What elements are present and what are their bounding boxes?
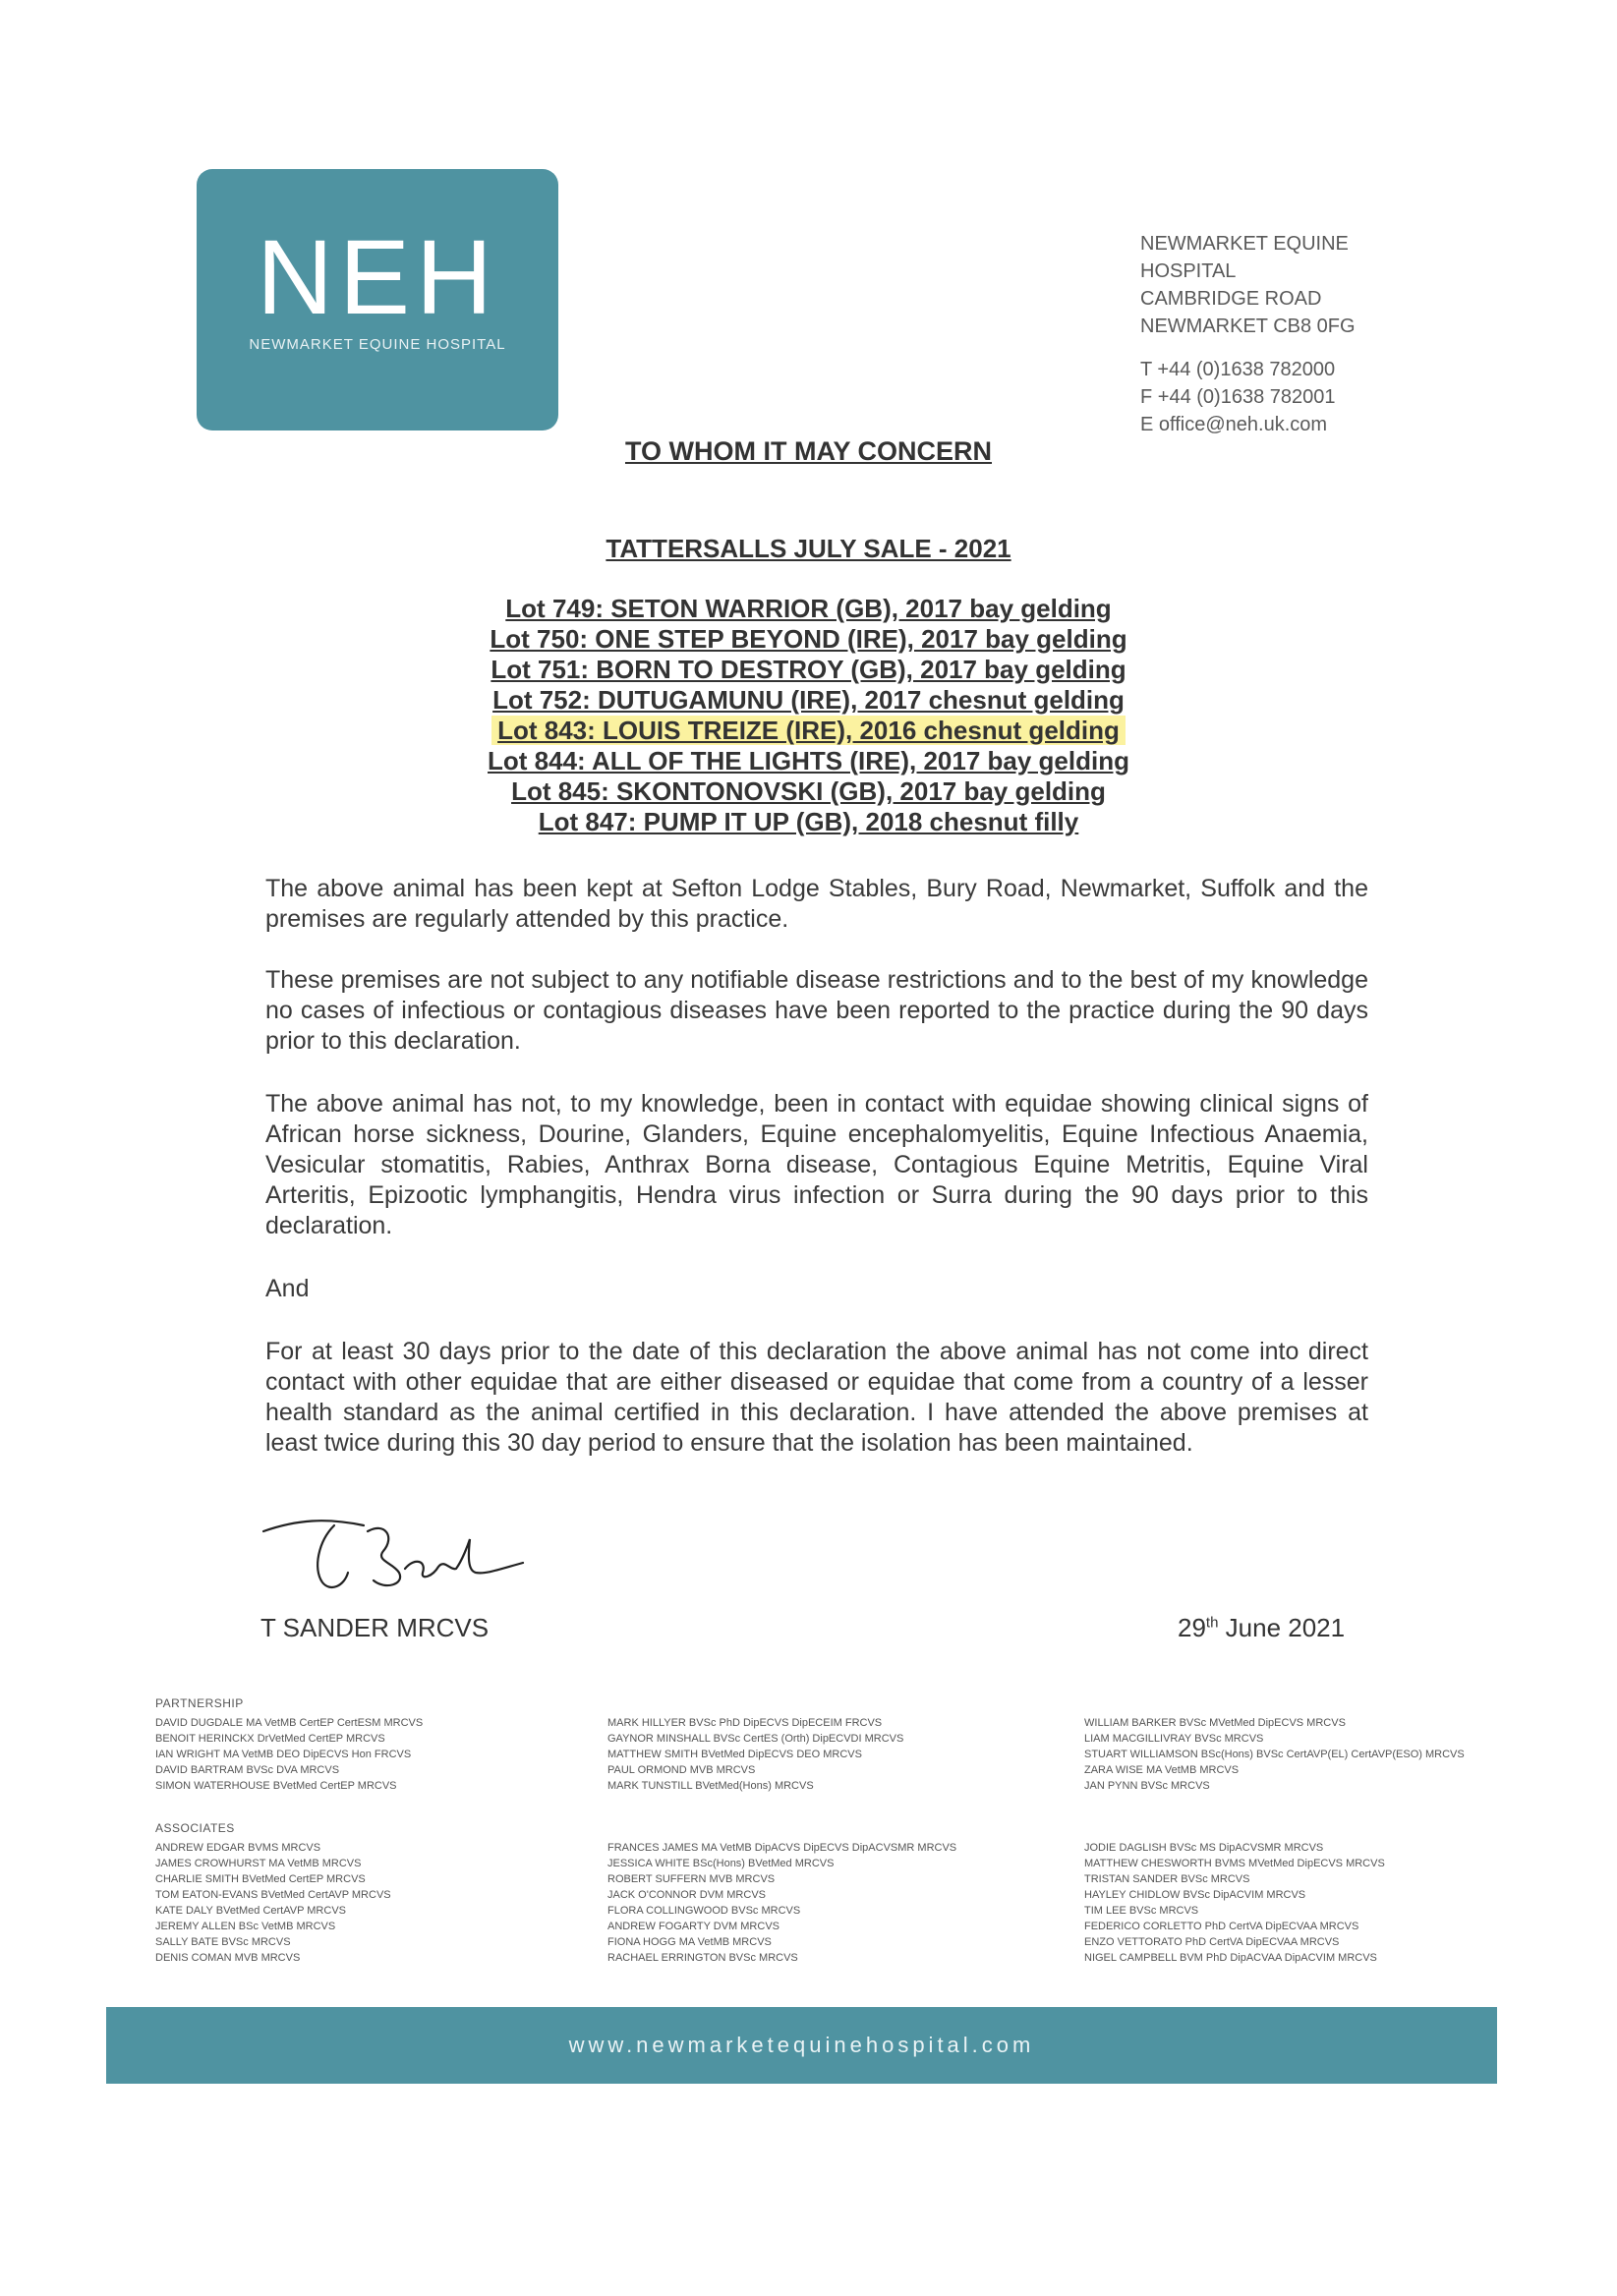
staff-entry: MATTHEW CHESWORTH BVMS MVetMed DipECVS MRCVS: [1084, 1858, 1385, 1869]
lot-item: [0, 685, 1617, 716]
staff-entry: FEDERICO CORLETTO PhD CertVA DipECVAA MRCVS: [1084, 1921, 1359, 1932]
staff-entry: TOM EATON-EVANS BVetMed CertAVP MRCVS: [155, 1889, 391, 1901]
lot-text: Lot 847: PUMP IT UP (GB), 2018 chesnut filly: [538, 807, 1079, 836]
partnership-column-3: [1084, 1715, 1465, 1794]
email: E office@neh.uk.com: [1140, 414, 1328, 435]
staff-entry: DAVID BARTRAM BVSc DVA MRCVS: [155, 1764, 340, 1776]
lot-text: Lot 845: SKONTONOVSKI (GB), 2017 bay gelding: [511, 776, 1106, 806]
handwritten-signature: [258, 1512, 552, 1600]
date-month-year: June 2021: [1218, 1613, 1346, 1642]
staff-entry: ANDREW EDGAR BVMS MRCVS: [155, 1842, 321, 1854]
signer-name: T SANDER MRCVS: [260, 1613, 490, 1642]
staff-entry: STUART WILLIAMSON BSc(Hons) BVSc CertAVP(EL) CertAVP(ESO) MRCVS: [1084, 1749, 1465, 1760]
sale-heading: TATTERSALLS JULY SALE - 2021: [606, 534, 1011, 563]
staff-entry: MARK TUNSTILL BVetMed(Hons) MRCVS: [607, 1780, 814, 1792]
lot-text: Lot 751: BORN TO DESTROY (GB), 2017 bay gelding: [491, 655, 1126, 684]
logo-mark: NEH: [256, 217, 499, 336]
lot-text: Lot 844: ALL OF THE LIGHTS (IRE), 2017 bay gelding: [488, 746, 1129, 775]
footer-bar: [106, 2007, 1497, 2084]
staff-entry: JAMES CROWHURST MA VetMB MRCVS: [155, 1858, 362, 1869]
staff-entry: FLORA COLLINGWOOD BVSc MRCVS: [607, 1905, 801, 1917]
staff-entry: TRISTAN SANDER BVSc MRCVS: [1084, 1873, 1250, 1885]
associates-heading: ASSOCIATES: [155, 1821, 235, 1835]
staff-entry: JACK O'CONNOR DVM MRCVS: [607, 1889, 766, 1901]
staff-entry: JESSICA WHITE BSc(Hons) BVetMed MRCVS: [607, 1858, 835, 1869]
lot-item-highlighted: [0, 716, 1617, 746]
fax: F +44 (0)1638 782001: [1140, 386, 1336, 408]
address-line-1: NEWMARKET EQUINE HOSPITAL: [1140, 233, 1349, 282]
lot-text: Lot 749: SETON WARRIOR (GB), 2017 bay gelding: [505, 594, 1112, 623]
staff-entry: JAN PYNN BVSc MRCVS: [1084, 1780, 1210, 1792]
staff-entry: IAN WRIGHT MA VetMB DEO DipECVS Hon FRCVS: [155, 1749, 412, 1760]
lot-item: [0, 655, 1617, 685]
associates-column-1: [155, 1840, 391, 1966]
paragraph-restrictions: These premises are not subject to any notifiable disease restrictions and to the best of my knowledge no cases of infectious or contagious diseases have been reported to the practice during the 90 days prior to this declaration.: [265, 966, 1368, 1055]
lot-text: Lot 843: LOUIS TREIZE (IRE), 2016 chesnut gelding: [491, 716, 1126, 745]
associates-column-3: [1084, 1840, 1385, 1966]
partnership-heading: PARTNERSHIP: [155, 1696, 244, 1710]
staff-entry: DENIS COMAN MVB MRCVS: [155, 1952, 301, 1964]
staff-entry: LIAM MACGILLIVRAY BVSc MRCVS: [1084, 1733, 1264, 1745]
staff-entry: BENOIT HERINCKX DrVetMed CertEP MRCVS: [155, 1733, 385, 1745]
date-day: 29: [1178, 1613, 1206, 1642]
staff-entry: SALLY BATE BVSc MRCVS: [155, 1936, 291, 1948]
staff-entry: ROBERT SUFFERN MVB MRCVS: [607, 1873, 776, 1885]
lot-text: Lot 752: DUTUGAMUNU (IRE), 2017 chesnut gelding: [492, 685, 1125, 715]
staff-entry: MARK HILLYER BVSc PhD DipECVS DipECEIM FRCVS: [607, 1717, 883, 1729]
lot-item: [0, 776, 1617, 807]
staff-entry: TIM LEE BVSc MRCVS: [1084, 1905, 1199, 1917]
staff-entry: JODIE DAGLISH BVSc MS DipACVSMR MRCVS: [1084, 1842, 1324, 1854]
staff-entry: ZARA WISE MA VetMB MRCVS: [1084, 1764, 1240, 1776]
lot-text: Lot 750: ONE STEP BEYOND (IRE), 2017 bay gelding: [490, 624, 1127, 654]
staff-entry: MATTHEW SMITH BVetMed DipECVS DEO MRCVS: [607, 1749, 862, 1760]
staff-entry: RACHAEL ERRINGTON BVSc MRCVS: [607, 1952, 798, 1964]
partnership-column-2: [607, 1715, 903, 1794]
lot-item: [0, 746, 1617, 776]
website-link[interactable]: www.newmarketequinehospital.com: [568, 2033, 1035, 2057]
staff-entry: HAYLEY CHIDLOW BVSc DipACVIM MRCVS: [1084, 1889, 1306, 1901]
letter-heading: TO WHOM IT MAY CONCERN: [624, 436, 993, 466]
lot-item: [0, 807, 1617, 837]
partnership-column-1: [155, 1715, 423, 1794]
paragraph-isolation: For at least 30 days prior to the date of this declaration the above animal has not come into direct contact with other equidae that are either diseased or equidae that come from a country of a lesser health standard as the animal certified in this declaration. I have attended the above premises at least twice during this 30 day period to ensure that the isolation has been maintained.: [265, 1338, 1368, 1457]
letter-date: [1178, 1613, 1345, 1643]
staff-entry: ANDREW FOGARTY DVM MRCVS: [607, 1921, 780, 1932]
staff-entry: JEREMY ALLEN BSc VetMB MRCVS: [155, 1921, 336, 1932]
associates-column-2: [607, 1840, 956, 1966]
paragraph-and: And: [265, 1275, 310, 1302]
address-line-2: CAMBRIDGE ROAD: [1140, 288, 1322, 310]
staff-entry: NIGEL CAMPBELL BVM PhD DipACVAA DipACVIM MRCVS: [1084, 1952, 1377, 1964]
date-suffix: th: [1205, 1614, 1219, 1632]
staff-entry: KATE DALY BVetMed CertAVP MRCVS: [155, 1905, 346, 1917]
telephone: T +44 (0)1638 782000: [1140, 359, 1336, 380]
neh-logo: [197, 169, 558, 430]
staff-entry: FRANCES JAMES MA VetMB DipACVS DipECVS DipACVSMR MRCVS: [607, 1842, 957, 1854]
lot-item: [0, 594, 1617, 624]
lot-item: [0, 624, 1617, 655]
address-block: [1140, 230, 1435, 438]
staff-entry: PAUL ORMOND MVB MRCVS: [607, 1764, 756, 1776]
lot-list: [0, 594, 1617, 837]
staff-entry: SIMON WATERHOUSE BVetMed CertEP MRCVS: [155, 1780, 397, 1792]
logo-subtitle: NEWMARKET EQUINE HOSPITAL: [249, 336, 506, 353]
staff-entry: FIONA HOGG MA VetMB MRCVS: [607, 1936, 772, 1948]
paragraph-premises: The above animal has been kept at Sefton Lodge Stables, Bury Road, Newmarket, Suffolk and the premises are regularly attended by this practice.: [265, 875, 1368, 933]
paragraph-diseases: The above animal has not, to my knowledge, been in contact with equidae showing clinical signs of African horse sickness, Dourine, Glanders, Equine encephalomyelitis, Equine Infectious Anaemia, Vesicular stomatitis, Rabies, Anthrax Borna disease, Contagious Equine Metritis, Equine Viral Arteritis, Epizootic lymphangitis, Hendra virus infection or Surra during the 90 days prior to this declaration.: [265, 1090, 1368, 1239]
staff-entry: ENZO VETTORATO PhD CertVA DipECVAA MRCVS: [1084, 1936, 1340, 1948]
staff-entry: CHARLIE SMITH BVetMed CertEP MRCVS: [155, 1873, 366, 1885]
staff-entry: GAYNOR MINSHALL BVSc CertES (Orth) DipECVDI MRCVS: [607, 1733, 904, 1745]
staff-entry: WILLIAM BARKER BVSc MVetMed DipECVS MRCVS: [1084, 1717, 1346, 1729]
staff-entry: DAVID DUGDALE MA VetMB CertEP CertESM MRCVS: [155, 1717, 424, 1729]
address-line-3: NEWMARKET CB8 0FG: [1140, 316, 1356, 337]
